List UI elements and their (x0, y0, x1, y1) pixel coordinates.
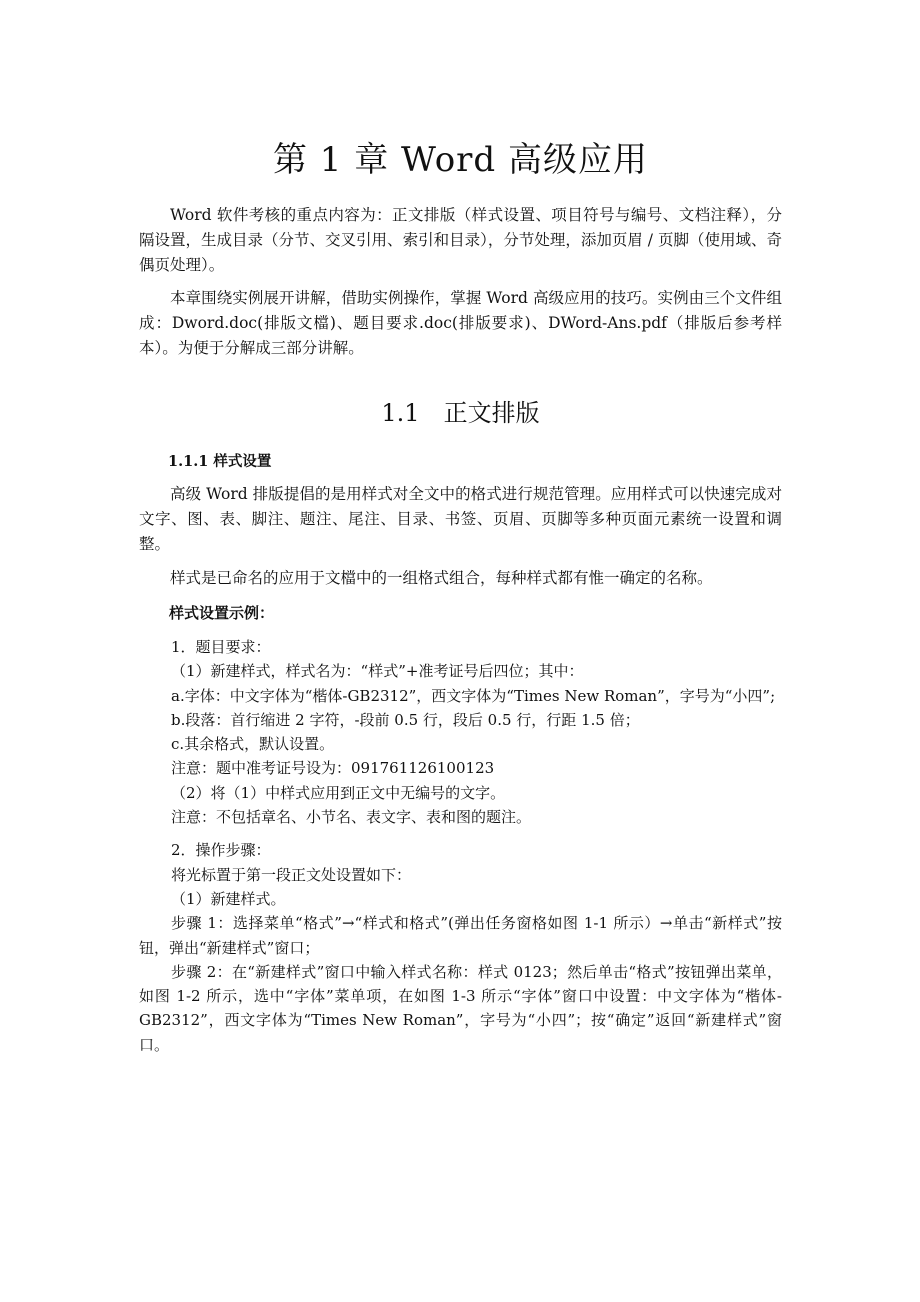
style-paragraph-1: 高级 Word 排版提倡的是用样式对全文中的格式进行规范管理。应用样式可以快速完成对文字、图、表、脚注、题注、尾注、目录、书签、页眉、页脚等多种页面元素统一设置和调整。 (139, 485, 782, 553)
section-title: 1.1 正文排版 (381, 399, 540, 427)
style-paragraph-2: 样式是已命名的应用于文檔中的一组格式组合，每种样式都有惟一确定的名称。 (170, 569, 713, 587)
intro-paragraph-1: Word 软件考核的重点内容为：正文排版（样式设置、项目符号与编号、文档注释），分隔设置，生成目录（分节、交叉引用、索引和目录），分节处理，添加页眉 / 页脚（使用域、奇偶页处理）。 (139, 206, 782, 274)
step-1: 步骤 1：选择菜单“格式”→“样式和格式”(弹出任务窗格如图 1-1 所示）→单击“新样式”按钮，弹出“新建样式”窗口； (139, 914, 782, 957)
page-content (139, 138, 782, 1057)
requirement-b: b.段落：首行缩进 2 字符，-段前 0.5 行，段后 0.5 行，行距 1.5 倍； (171, 710, 640, 729)
example-label: 样式设置示例： (169, 604, 275, 622)
chapter-title: 第 1 章 Word 高级应用 (273, 140, 648, 180)
steps-heading: 2．操作步骤： (171, 841, 271, 860)
requirement-a: a.字体：中文字体为“楷体-GB2312”，西文字体为“Times New Roman”，字号为“小四”; (171, 686, 776, 705)
note-1: 注意：题中准考证号设为：091761126100123 (171, 759, 495, 778)
requirement-1: （1）新建样式，样式名为：“样式”+准考证号后四位；其中： (171, 662, 584, 681)
step-2: 步骤 2：在“新建样式”窗口中输入样式名称：样式 0123；然后单击“格式”按钮弹出菜单，如图 1-2 所示，选中“字体”菜单项，在如图 1-3 所示“字体”窗口中设置：中文字体为“楷体-GB2312”，西文字体为“Times New Roman”，字号为“小四”；按“确定”返回“新建样式”窗口。 (139, 962, 782, 1054)
requirement-2: （2）将（1）中样式应用到正文中无编号的文字。 (171, 783, 506, 802)
requirement-c: c.其余格式，默认设置。 (171, 735, 335, 754)
note-2: 注意：不包括章名、小节名、表文字、表和图的题注。 (171, 808, 532, 827)
intro-paragraph-2: 本章围绕实例展开讲解，借助实例操作，掌握 Word 高级应用的技巧。实例由三个文件组成：Dword.doc(排版文檔)、题目要求.doc(排版要求)、DWord-Ans.pdf（排版后参考样本）。为便于分解成三部分讲解。 (139, 289, 782, 357)
step-new-style: （1）新建样式。 (171, 889, 286, 908)
subsection-title: 1.1.1 样式设置 (168, 453, 272, 470)
steps-intro: 将光标置于第一段正文处设置如下： (171, 865, 412, 884)
requirements-heading: 1．题目要求： (171, 638, 271, 656)
